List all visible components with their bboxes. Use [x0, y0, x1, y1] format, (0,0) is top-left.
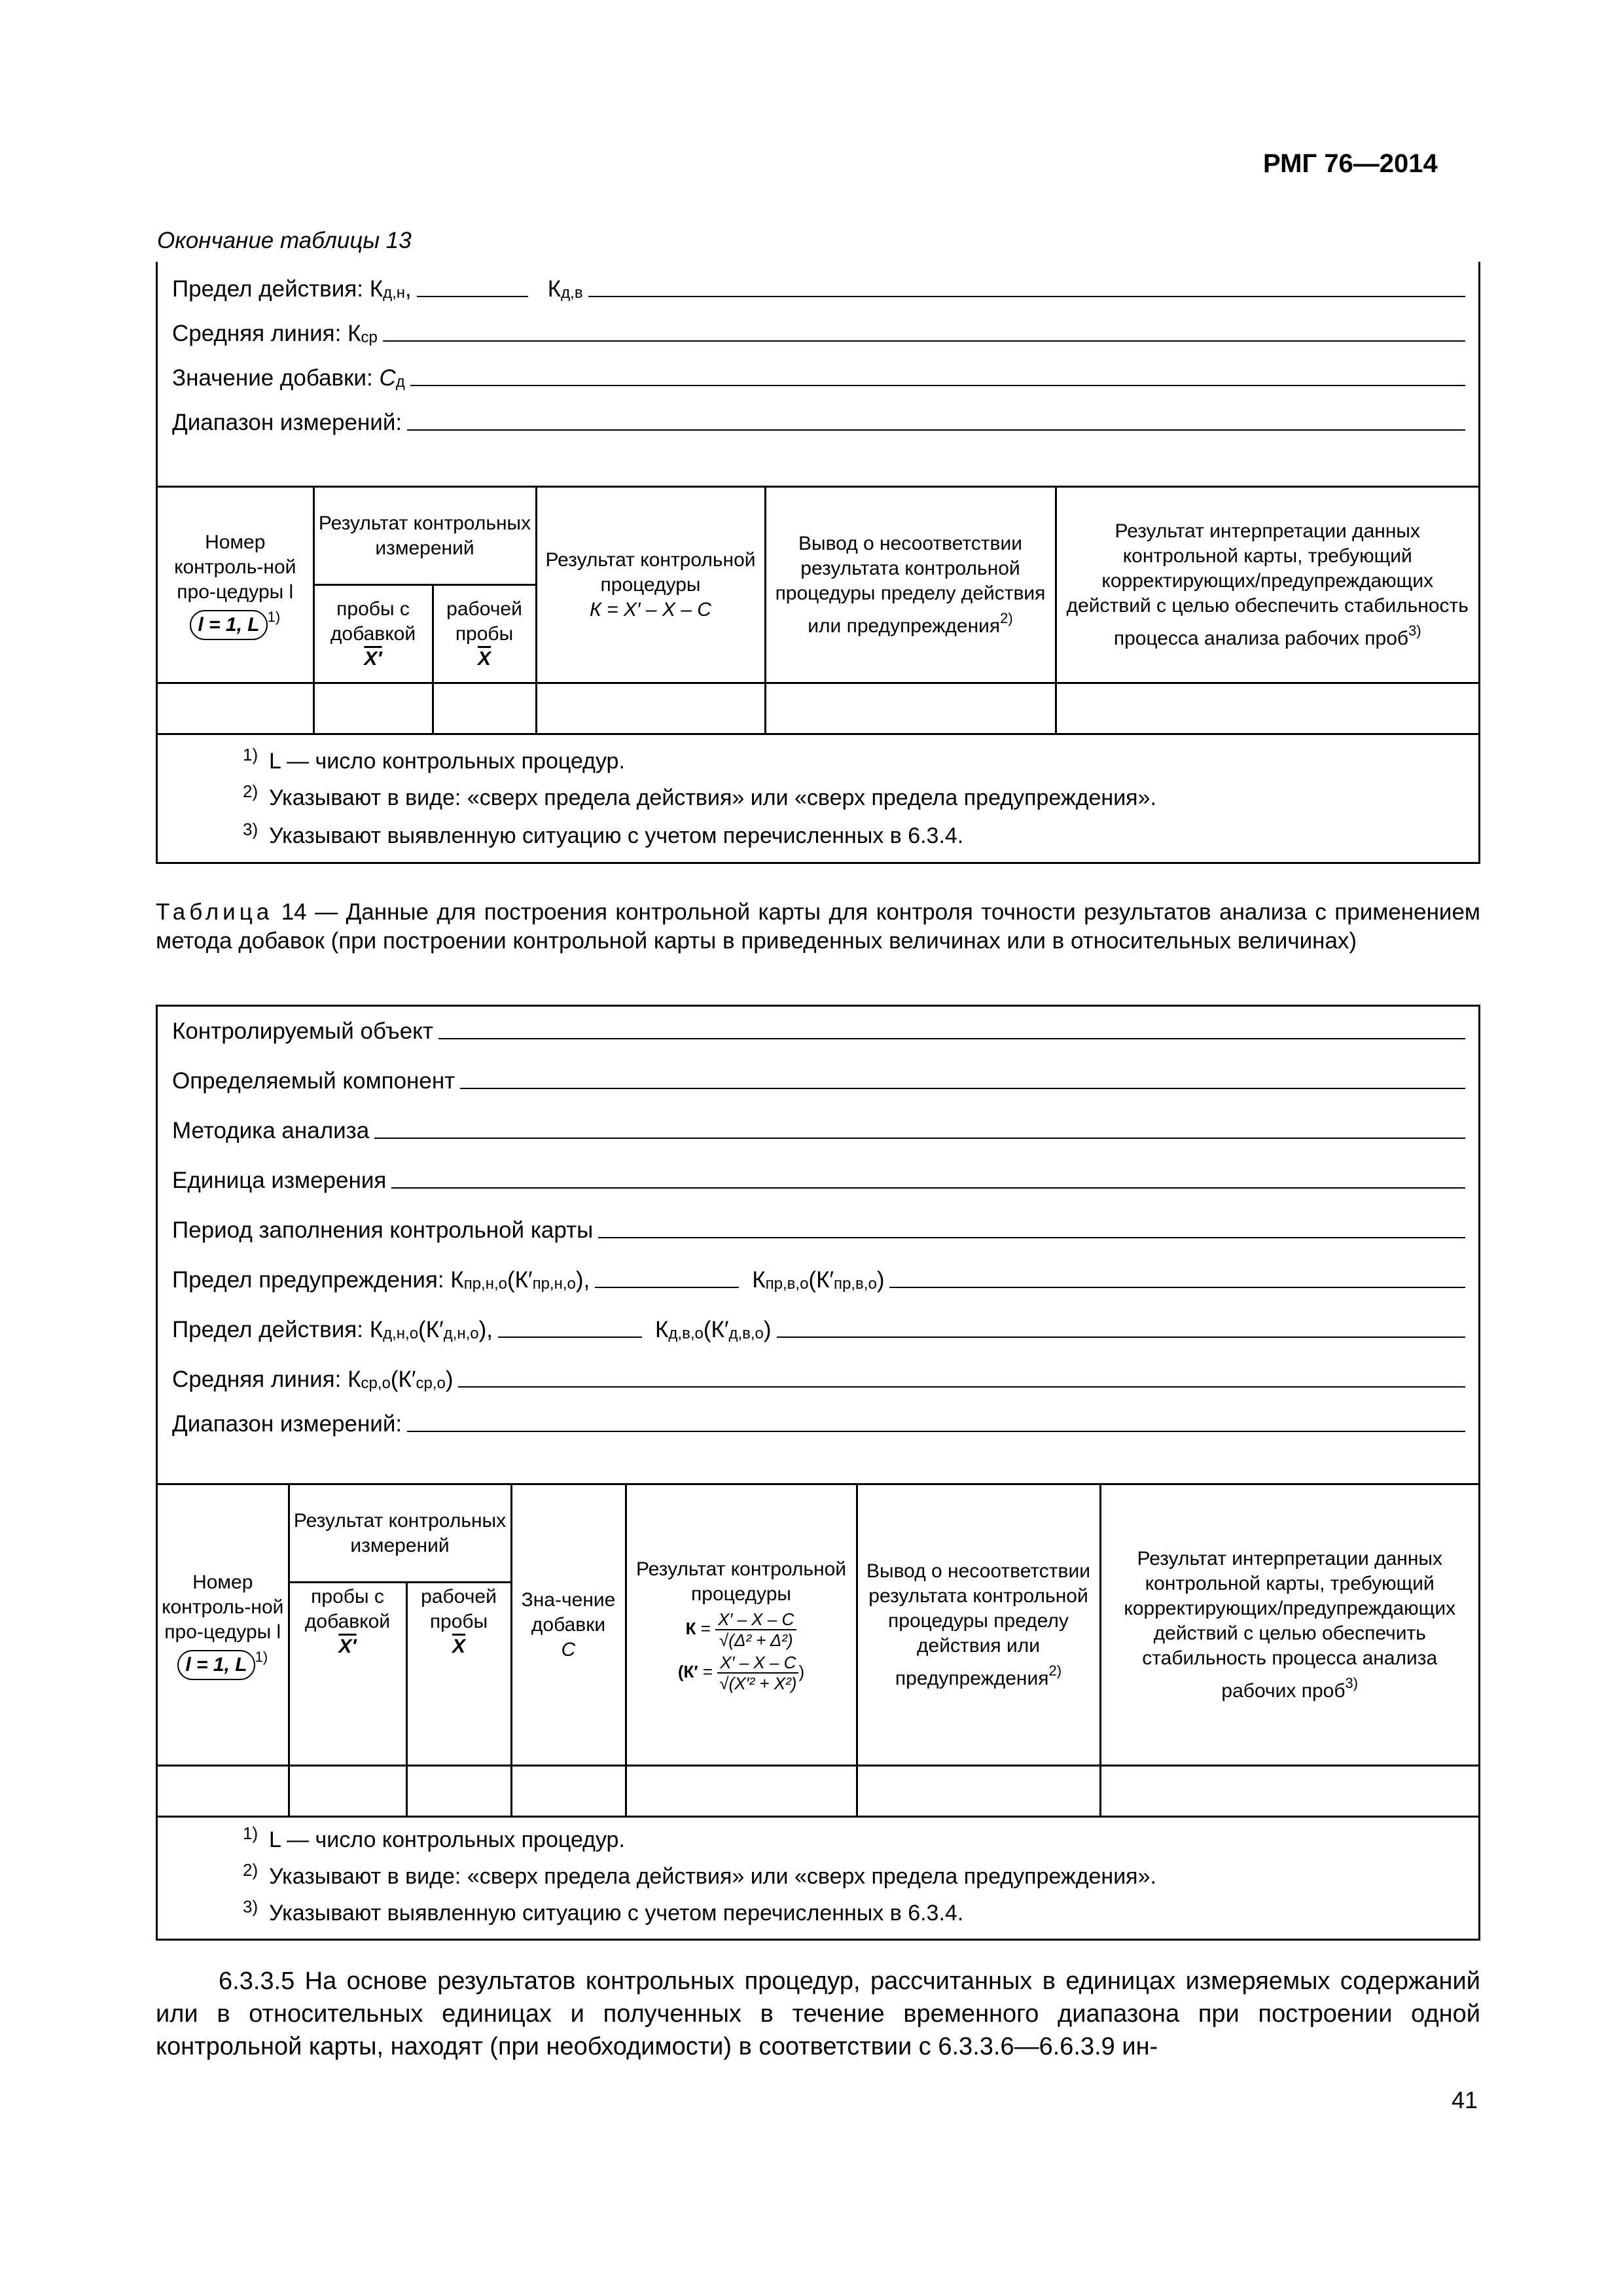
t13-footnote-1: 1) L — число контрольных процедур. — [243, 745, 625, 774]
t13-col-interpretation: Результат интерпретации данных контрольной карты, требующий корректирующих/предупреждающих действий с целью обеспечить стабильность процесса анализа рабочих проб$^{3)}$ — [1056, 487, 1478, 683]
t14-footnote-2: 2) Указывают в виде: «сверх предела действия» или «сверх предела предупреждения». — [243, 1860, 1156, 1889]
t14-col-control-result: Результат контрольной процедуры К = $\frac{X' - X - С}{\text{√(Δ² + Δ²)}}$ (К′ = $\frac{X' - X - С}{\text{√(X′² + X²)}}$ ) — [626, 1484, 857, 1766]
range-line — [407, 429, 1465, 431]
action-limit-high-line — [588, 295, 1465, 297]
t14-col-working: рабочей пробы $\overline{X}$ — [406, 1583, 511, 1766]
page-number: 41 — [1452, 2087, 1478, 2113]
action-limit-low-line — [417, 295, 528, 297]
t13-center-line-row: Средняя линия: К ср — [172, 314, 1465, 347]
t13-col-inconsistency: Вывод о несоответствии результата контрольной процедуры пределу действия или предупреждения$^{2)}$ — [765, 487, 1056, 683]
t14-col-number: Номер контроль-ной про-цедуры l l = 1, L $^{1)}$ — [158, 1484, 289, 1766]
t14-footnote-1: 1) L — число контрольных процедур. — [243, 1823, 625, 1852]
t13-additive-row: Значение добавки: С д — [172, 359, 1465, 391]
table13-continuation-caption: Окончание таблицы 13 — [157, 228, 412, 253]
additive-line — [410, 384, 1465, 386]
document-code: РМГ 76—2014 — [1263, 149, 1438, 178]
table13 — [156, 262, 1480, 864]
t14-col-additive-value: Зна-чение добавки С — [511, 1484, 626, 1766]
t13-col-control-result: Результат контрольной процедуры К = X′ – X – С — [536, 487, 765, 683]
t13-col-working: рабочей пробы $\overline{X}$ — [433, 585, 536, 683]
t13-col-results-group: Результат контрольных измерений — [313, 487, 536, 585]
table14-caption: Таблица 14 — Данные для построения контрольной карты для контроля точности результатов анализа с применением метода добавок (при построении контрольной карты в приведенных величинах или в относительных величинах) — [156, 899, 1480, 954]
t13-footnote-2: 2) Указывают в виде: «сверх предела действия» или «сверх предела предупреждения». — [243, 781, 1156, 810]
t13-col-with-additive: пробы с добавкой X′ — [313, 585, 433, 683]
t14-footnote-3: 3) Указывают выявленную ситуацию с учетом перечисленных в 6.3.4. — [243, 1897, 964, 1926]
t14-period-row: Период заполнения контрольной карты — [172, 1211, 1465, 1244]
center-line-line — [383, 340, 1465, 342]
t14-component-row: Определяемый компонент — [172, 1062, 1465, 1094]
t14-col-inconsistency: Вывод о несоответствии результата контрольной процедуры пределу действия или предупреждения$^{2)}$ — [857, 1484, 1100, 1766]
table13-grid — [158, 486, 1478, 735]
t14-empty-row — [158, 1766, 1478, 1817]
table14-grid — [158, 1483, 1478, 1818]
t14-warning-limit-row: Предел предупреждения: К пр,н,о (К′ пр,н,о ), К пр,в,о (К′ пр,в,о ) — [172, 1261, 1465, 1293]
t14-method-row: Методика анализа — [172, 1111, 1465, 1144]
body-paragraph-6-3-3-5: 6.3.3.5 На основе результатов контрольных процедур, рассчитанных в единицах измеряемых содержаний или в относительных единицах и полученных в течение временного диапазона при построении одной контрольной карты, находят (при необходимости) в соответствии с 6.3.3.6—6.6.3.9 ин- — [156, 1967, 1480, 2060]
t14-col-interpretation: Результат интерпретации данных контрольной карты, требующий корректирующих/предупреждающих действий с целью обеспечить стабильность процесса анализа рабочих проб$^{3)}$ — [1100, 1484, 1478, 1766]
t13-range-row: Диапазон измерений: — [172, 403, 1465, 436]
t14-range-row: Диапазон измерений: — [172, 1405, 1465, 1437]
t13-footnote-3: 3) Указывают выявленную ситуацию с учетом перечисленных в 6.3.4. — [243, 819, 964, 848]
t14-object-row: Контролируемый объект — [172, 1012, 1465, 1045]
t13-action-limit-row: Предел действия: К д,н , К д,в — [172, 270, 1465, 302]
table14 — [156, 1005, 1480, 1941]
t14-col-with-additive: пробы с добавкой X′ — [289, 1583, 406, 1766]
t13-col-number: Номер контроль-ной про-цедуры l l = 1, L $^{1)}$ — [158, 487, 313, 683]
t14-action-limit-row: Предел действия: К д,н,о (К′ д,н,о ), К д,в,о (К′ д,в,о ) — [172, 1310, 1465, 1343]
t13-empty-row — [158, 683, 1478, 734]
t14-col-results-group: Результат контрольных измерений — [289, 1484, 511, 1583]
t14-unit-row: Единица измерения — [172, 1161, 1465, 1194]
t14-center-line-row: Средняя линия: К ср,о (К′ ср,о ) — [172, 1360, 1465, 1393]
